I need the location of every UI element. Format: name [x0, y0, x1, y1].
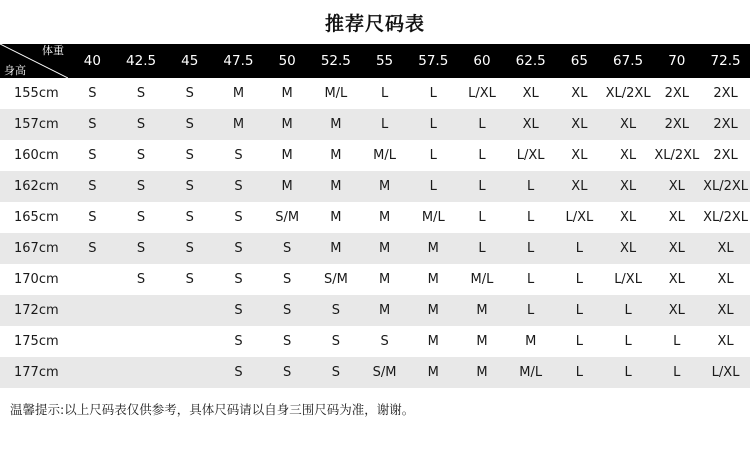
weight-axis-label: 体重	[42, 44, 64, 57]
size-cell: S	[234, 365, 243, 380]
row-height-label: 162cm	[14, 179, 59, 194]
size-cell: XL	[571, 117, 588, 132]
size-cell: L/XL	[516, 148, 545, 163]
size-cell: M	[427, 334, 439, 349]
size-cell: S	[88, 179, 97, 194]
size-cell: S	[331, 303, 340, 318]
size-cell: S	[331, 334, 340, 349]
size-cell	[165, 357, 214, 388]
size-cell: M	[330, 210, 342, 225]
disclaimer-note: 温馨提示:以上尺码表仅供参考，具体尺码请以自身三围尺码为准，谢谢。	[10, 402, 415, 417]
size-cell: S	[136, 179, 146, 194]
size-cell: M	[281, 179, 293, 194]
weight-header-cell: 65	[570, 53, 588, 69]
weight-header-cell: 72.5	[710, 53, 741, 69]
size-cell: M	[427, 272, 439, 287]
size-cell: XL	[571, 86, 588, 101]
row-height-label: 175cm	[14, 334, 59, 349]
size-cell: M	[427, 365, 439, 380]
weight-header-cell: 47.5	[223, 53, 254, 69]
size-cell: S	[283, 303, 292, 318]
size-cell: S/M	[372, 365, 397, 380]
size-cell: L/XL	[565, 210, 594, 225]
size-cell: 2XL	[713, 148, 738, 163]
table-row	[0, 78, 750, 109]
row-height-label: 160cm	[14, 148, 59, 163]
size-cell: S	[185, 117, 194, 132]
size-cell: XL	[522, 86, 539, 101]
size-cell: L	[527, 210, 535, 225]
size-cell: S	[234, 148, 243, 163]
size-cell: L	[478, 117, 486, 132]
size-cell: S	[234, 179, 243, 194]
size-cell: L	[575, 303, 583, 318]
header-row	[0, 44, 750, 78]
size-cell: L	[673, 334, 681, 349]
size-cell: M	[476, 365, 488, 380]
size-cell: S	[88, 86, 97, 101]
weight-header-cell: 40	[83, 53, 101, 69]
table-row	[0, 171, 750, 202]
size-cell: S	[88, 210, 97, 225]
size-cell: XL	[717, 272, 734, 287]
size-cell: M	[525, 334, 537, 349]
table-row	[0, 264, 750, 295]
row-height-label: 172cm	[14, 303, 59, 318]
table-row	[0, 326, 750, 357]
size-cell	[68, 295, 117, 326]
size-cell: XL	[668, 210, 685, 225]
size-cell: L	[575, 272, 583, 287]
size-cell: 2XL	[664, 86, 689, 101]
size-cell: S	[283, 334, 292, 349]
size-cell: M	[427, 303, 439, 318]
size-cell: L	[478, 241, 486, 256]
size-cell: XL	[668, 241, 685, 256]
size-cell: M	[378, 303, 391, 318]
size-cell: L	[478, 210, 486, 225]
size-cell: S	[234, 272, 243, 287]
size-cell: S	[283, 241, 292, 256]
size-cell: XL/2XL	[703, 210, 749, 225]
size-cell	[68, 326, 117, 357]
size-cell	[117, 326, 166, 357]
size-cell: M	[232, 117, 245, 132]
size-cell: 2XL	[713, 117, 738, 132]
size-cell	[68, 264, 117, 295]
size-cell: L	[429, 86, 437, 101]
weight-header-cell: 57.5	[418, 53, 449, 69]
size-cell: XL	[522, 117, 539, 132]
size-cell: M/L	[470, 272, 494, 287]
weight-header-cell: 62.5	[515, 53, 546, 69]
size-cell: L	[380, 117, 389, 132]
weight-header-cell: 67.5	[613, 53, 644, 69]
size-cell: M	[281, 148, 293, 163]
size-cell: L	[575, 241, 583, 256]
table-row	[0, 233, 750, 264]
size-cell: M	[330, 179, 342, 194]
table-row	[0, 140, 750, 171]
size-cell: S	[380, 334, 389, 349]
size-cell: 2XL	[713, 86, 738, 101]
size-cell	[165, 326, 214, 357]
size-cell: S	[185, 148, 194, 163]
size-cell: XL/2XL	[605, 86, 651, 101]
size-cell: S	[234, 303, 243, 318]
size-cell: S	[88, 117, 97, 132]
size-cell: L	[624, 334, 632, 349]
row-height-label: 170cm	[14, 272, 59, 287]
size-cell: L	[429, 179, 437, 194]
size-cell: S	[185, 241, 194, 256]
size-cell: M	[427, 241, 439, 256]
size-cell: XL/2XL	[654, 148, 700, 163]
size-cell	[117, 295, 166, 326]
size-cell: XL	[717, 241, 734, 256]
size-cell: M	[378, 179, 391, 194]
weight-header-cell: 42.5	[126, 53, 157, 69]
size-cell: XL	[668, 303, 685, 318]
size-cell: S	[136, 86, 146, 101]
size-cell: S	[185, 272, 194, 287]
row-height-label: 167cm	[14, 241, 59, 256]
table-row	[0, 357, 750, 388]
size-cell: S	[283, 365, 292, 380]
size-cell: L	[527, 241, 535, 256]
table-row	[0, 109, 750, 140]
size-cell: XL	[620, 148, 637, 163]
size-cell: XL	[668, 179, 685, 194]
size-cell: L	[527, 179, 535, 194]
size-cell: S	[136, 272, 146, 287]
size-cell: S	[136, 148, 146, 163]
size-cell: S	[136, 210, 146, 225]
size-cell	[165, 295, 214, 326]
size-cell: S	[88, 148, 97, 163]
size-cell: M/L	[421, 210, 445, 225]
size-cell: S/M	[323, 272, 348, 287]
size-cell: M/L	[519, 365, 543, 380]
size-cell: XL	[571, 179, 588, 194]
size-cell: M	[378, 210, 391, 225]
size-cell: M	[378, 272, 391, 287]
height-axis-label: 身高	[4, 64, 26, 77]
size-cell: L	[575, 334, 583, 349]
weight-header-cell: 55	[375, 53, 394, 69]
size-cell: XL	[620, 210, 637, 225]
table-row	[0, 295, 750, 326]
size-cell: S	[88, 241, 97, 256]
size-cell: XL	[620, 241, 637, 256]
size-cell: L/XL	[468, 86, 496, 101]
weight-header-cell: 50	[278, 53, 296, 69]
size-cell: S	[136, 117, 146, 132]
size-cell: XL	[668, 272, 685, 287]
size-chart-table	[0, 44, 750, 388]
size-cell: L	[527, 272, 535, 287]
size-cell: S	[331, 365, 340, 380]
size-cell: M	[378, 241, 391, 256]
size-cell: L	[673, 365, 681, 380]
size-cell: M/L	[324, 86, 348, 101]
size-cell: XL	[717, 334, 734, 349]
size-cell: M/L	[373, 148, 396, 163]
size-cell: S	[234, 210, 243, 225]
table-header	[0, 44, 750, 78]
row-height-label: 165cm	[14, 210, 59, 225]
row-height-label: 177cm	[14, 365, 59, 380]
size-cell: L	[429, 117, 437, 132]
weight-header-cell: 45	[181, 53, 199, 69]
size-cell: M	[281, 86, 293, 101]
size-cell: M	[281, 117, 293, 132]
size-cell: M	[330, 241, 342, 256]
size-cell: XL/2XL	[703, 179, 749, 194]
size-cell: XL	[620, 117, 637, 132]
size-cell: M	[476, 334, 488, 349]
size-cell: L	[380, 86, 389, 101]
size-cell: XL	[717, 303, 734, 318]
size-cell: S/M	[275, 210, 300, 225]
size-cell: M	[330, 148, 342, 163]
size-cell: S	[283, 272, 292, 287]
size-cell: L	[429, 148, 437, 163]
size-cell	[117, 357, 166, 388]
size-cell: L/XL	[711, 365, 740, 380]
weight-header-cell: 52.5	[320, 53, 351, 69]
size-cell: S	[185, 86, 194, 101]
size-cell: XL	[571, 148, 588, 163]
size-cell: S	[234, 241, 243, 256]
size-cell: S	[136, 241, 146, 256]
size-cell: L	[624, 303, 632, 318]
size-cell: M	[232, 86, 245, 101]
page-title: 推荐尺码表	[324, 13, 425, 35]
size-cell: S	[234, 334, 243, 349]
weight-header-cell: 60	[473, 53, 491, 69]
size-cell: S	[185, 179, 194, 194]
size-cell: L	[575, 365, 583, 380]
row-height-label: 157cm	[14, 117, 59, 132]
table-row	[0, 202, 750, 233]
size-cell: 2XL	[664, 117, 689, 132]
size-cell: L	[624, 365, 632, 380]
size-cell: M	[330, 117, 342, 132]
size-cell: L	[527, 303, 535, 318]
size-cell: L	[478, 179, 486, 194]
weight-header-cell: 70	[668, 53, 686, 69]
table-body	[0, 78, 750, 388]
row-height-label: 155cm	[14, 86, 59, 101]
size-cell: XL	[620, 179, 637, 194]
header-corner-cell	[0, 44, 68, 78]
size-cell: M	[476, 303, 488, 318]
size-cell: L/XL	[614, 272, 642, 287]
size-cell	[68, 357, 117, 388]
size-cell: S	[185, 210, 194, 225]
size-cell: L	[478, 148, 486, 163]
